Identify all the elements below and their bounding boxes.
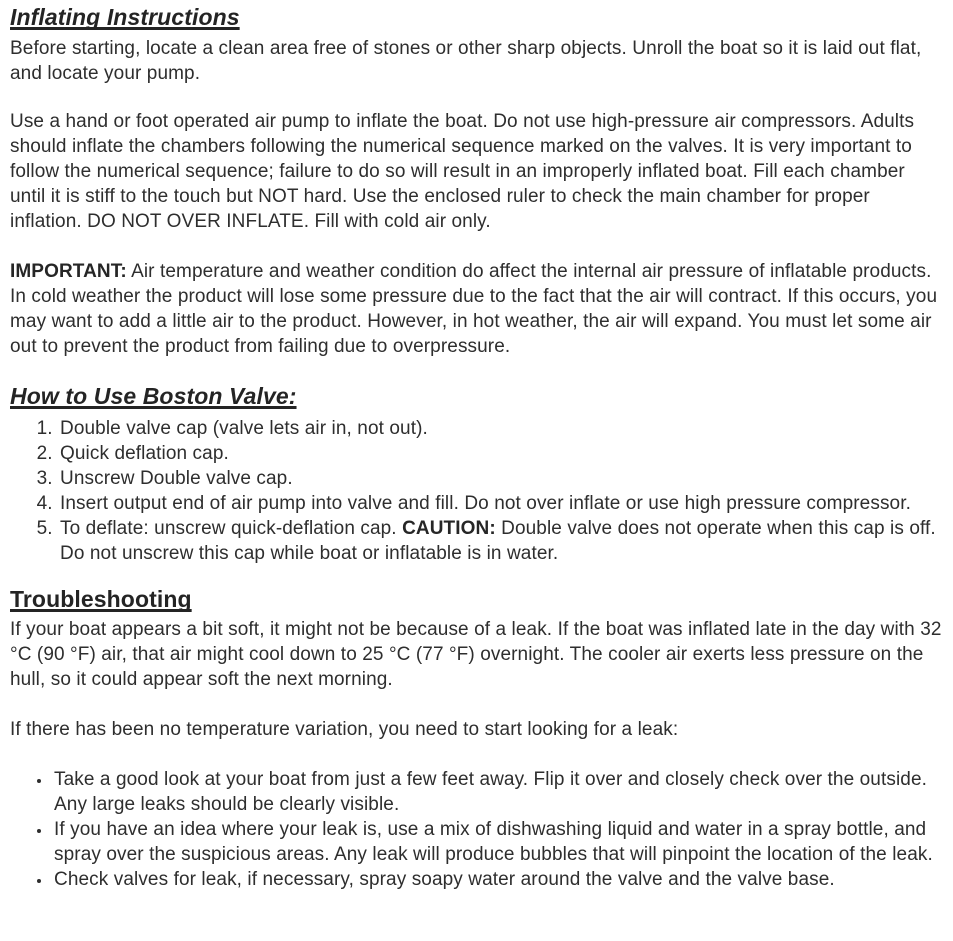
intro-paragraph: Before starting, locate a clean area free of stones or other sharp objects. Unroll the boat so it is laid out flat, and locate your pump. (10, 38, 922, 84)
caution-label: CAUTION: (402, 518, 496, 539)
valve-step-2: 2. Quick deflation cap. (58, 441, 945, 466)
leak-check-list (10, 767, 945, 892)
leak-check-item-1: • Take a good look at your boat from just a few feet away. Flip it over and closely check over the outside. Any large leaks should be clearly visible. (52, 767, 945, 817)
important-paragraph (10, 259, 945, 359)
valve-step-1: 1. Double valve cap (valve lets air in, not out). (58, 416, 945, 441)
step5-pre-text: To deflate: unscrew quick-deflation cap. (60, 518, 403, 539)
troubleshooting-paragraph-2: If there has been no temperature variation, you need to start looking for a leak: (10, 719, 679, 740)
valve-step-5 (58, 516, 945, 566)
important-label: IMPORTANT: (10, 261, 127, 282)
valve-steps-list (10, 416, 945, 566)
leak-check-item-3: • Check valves for leak, if necessary, spray soapy water around the valve and the valve base. (52, 867, 945, 892)
important-text: Air temperature and weather condition do affect the internal air pressure of inflatable products. In cold weather the product will lose some pressure due to the fact that the air will contract. If this occurs, you may want to add a little air to the product. However, in hot weather, the air will expand. You must let some air out to prevent the product from failing due to overpressure. (10, 261, 938, 357)
leak-check-item-2: • If you have an idea where your leak is, use a mix of dishwashing liquid and water in a spray bottle, and spray over the suspicious areas. Any leak will produce bubbles that will pinpoint the location of the leak. (52, 817, 945, 867)
pump-usage-paragraph: Use a hand or foot operated air pump to inflate the boat. Do not use high-pressure air compressors. Adults should inflate the chambers following the numerical sequence marked on the valves. It is very important to follow the numerical sequence; failure to do so will result in an improperly inflated boat. Fill each chamber until it is stiff to the touch but NOT hard. Use the enclosed ruler to check the main chamber for proper inflation. DO NOT OVER INFLATE. Fill with cold air only. (10, 111, 915, 232)
troubleshooting-paragraph-1: If your boat appears a bit soft, it might not be because of a leak. If the boat was inflated late in the day with 32 °C (90 °F) air, that air might cool down to 25 °C (77 °F) overnight. The cooler air exerts less pressure on the hull, so it could appear soft the next morning. (10, 619, 942, 690)
troubleshooting-heading: Troubleshooting (10, 586, 192, 612)
valve-step-3: 3. Unscrew Double valve cap. (58, 466, 945, 491)
valve-step-4: 4. Insert output end of air pump into valve and fill. Do not over inflate or use high pressure compressor. (58, 491, 945, 516)
boston-valve-heading: How to Use Boston Valve: (10, 383, 297, 409)
inflating-instructions-heading: Inflating Instructions (10, 4, 240, 30)
step5-post-text: Double valve does not operate when this cap is off. Do not unscrew this cap while boat or inflatable is in water. (60, 518, 936, 564)
